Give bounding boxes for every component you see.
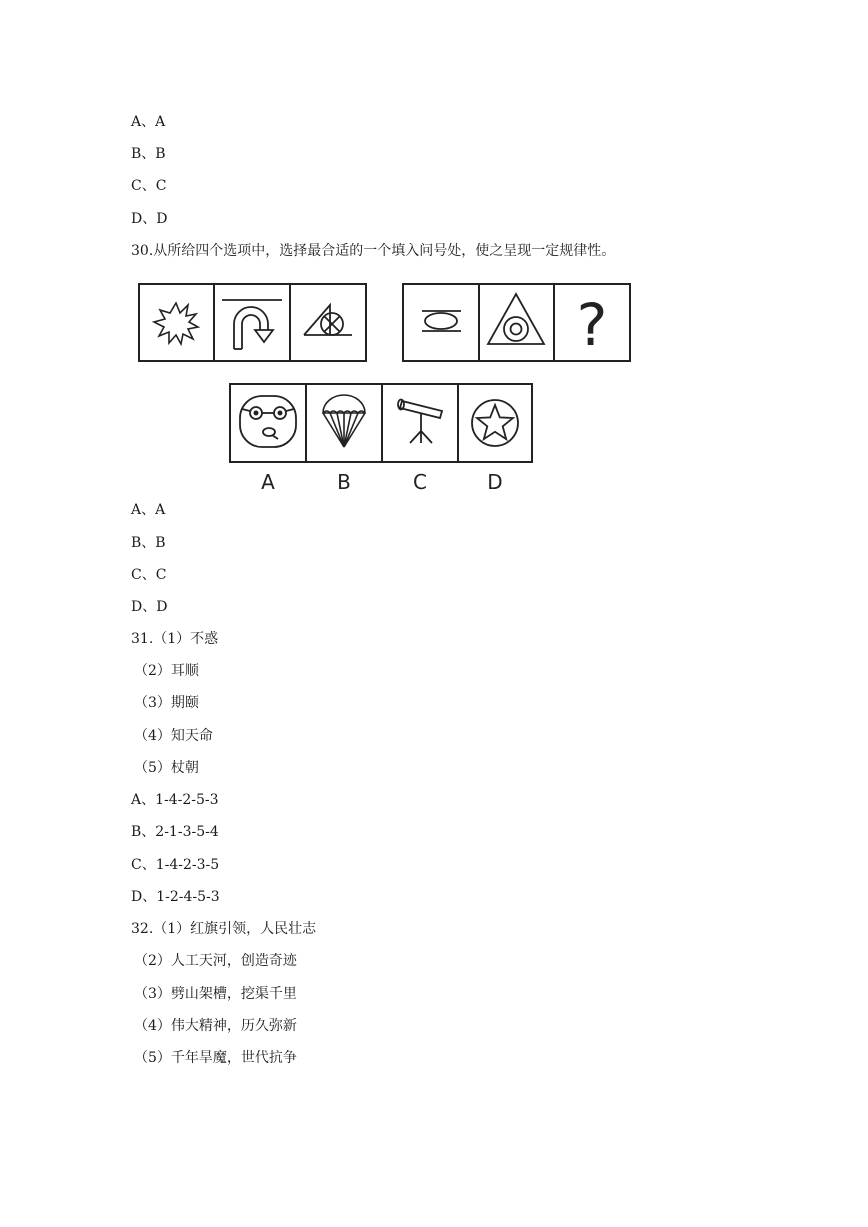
q31-option-b: B、2-1-3-5-4 bbox=[131, 824, 219, 840]
q29-option-c: C、C bbox=[131, 178, 167, 194]
q30-option-d: D、D bbox=[131, 599, 168, 615]
parachute-icon bbox=[323, 395, 365, 447]
q32-item-3: （3）劈山架槽，挖渠千里 bbox=[134, 986, 297, 1002]
triangle-circle-x-icon bbox=[304, 305, 352, 335]
q32-item-5: （5）千年旱魔，世代抗争 bbox=[134, 1050, 297, 1066]
answer-label-a: A bbox=[261, 470, 275, 493]
q29-option-d: D、D bbox=[131, 211, 168, 227]
q32-item-2: （2）人工天河，创造奇迹 bbox=[134, 953, 297, 969]
q31-option-a: A、1-4-2-5-3 bbox=[131, 792, 219, 808]
q31-item-4: （4）知天命 bbox=[134, 728, 213, 744]
triangle-concentric-circles-icon bbox=[488, 294, 544, 344]
answer-label-b: B bbox=[337, 470, 351, 493]
q30-question: 30.从所给四个选项中，选择最合适的一个填入问号处，使之呈现一定规律性。 bbox=[131, 243, 616, 259]
q30-option-c: C、C bbox=[131, 567, 167, 583]
q30-option-b: B、B bbox=[131, 535, 166, 551]
q29-option-a: A、A bbox=[131, 114, 166, 130]
u-turn-arrow-icon bbox=[222, 300, 282, 349]
answer-label-d: D bbox=[487, 470, 503, 493]
star-in-circle-icon bbox=[472, 400, 518, 446]
question-mark: ? bbox=[576, 291, 608, 359]
q32-item-4: （4）伟大精神，历久弥新 bbox=[134, 1018, 297, 1034]
q31-option-c: C、1-4-2-3-5 bbox=[131, 857, 220, 873]
q31-item-2: （2）耳顺 bbox=[134, 663, 199, 679]
q30-figure bbox=[138, 283, 638, 493]
q29-option-b: B、B bbox=[131, 146, 166, 162]
answer-label-c: C bbox=[413, 470, 427, 493]
q32-stem: 32.（1）红旗引领，人民壮志 bbox=[131, 921, 317, 937]
oval-bar-icon bbox=[422, 311, 461, 331]
starburst-icon bbox=[154, 303, 198, 344]
q31-item-5: （5）杖朝 bbox=[134, 760, 199, 776]
q31-option-d: D、1-2-4-5-3 bbox=[131, 889, 220, 905]
telescope-icon bbox=[398, 400, 442, 444]
q30-left-group-frame bbox=[139, 284, 366, 361]
q31-item-3: （3）期颐 bbox=[134, 695, 199, 711]
face-glasses-icon bbox=[240, 396, 296, 447]
q30-option-a: A、A bbox=[131, 502, 166, 518]
q31-stem: 31.（1）不惑 bbox=[131, 631, 219, 647]
